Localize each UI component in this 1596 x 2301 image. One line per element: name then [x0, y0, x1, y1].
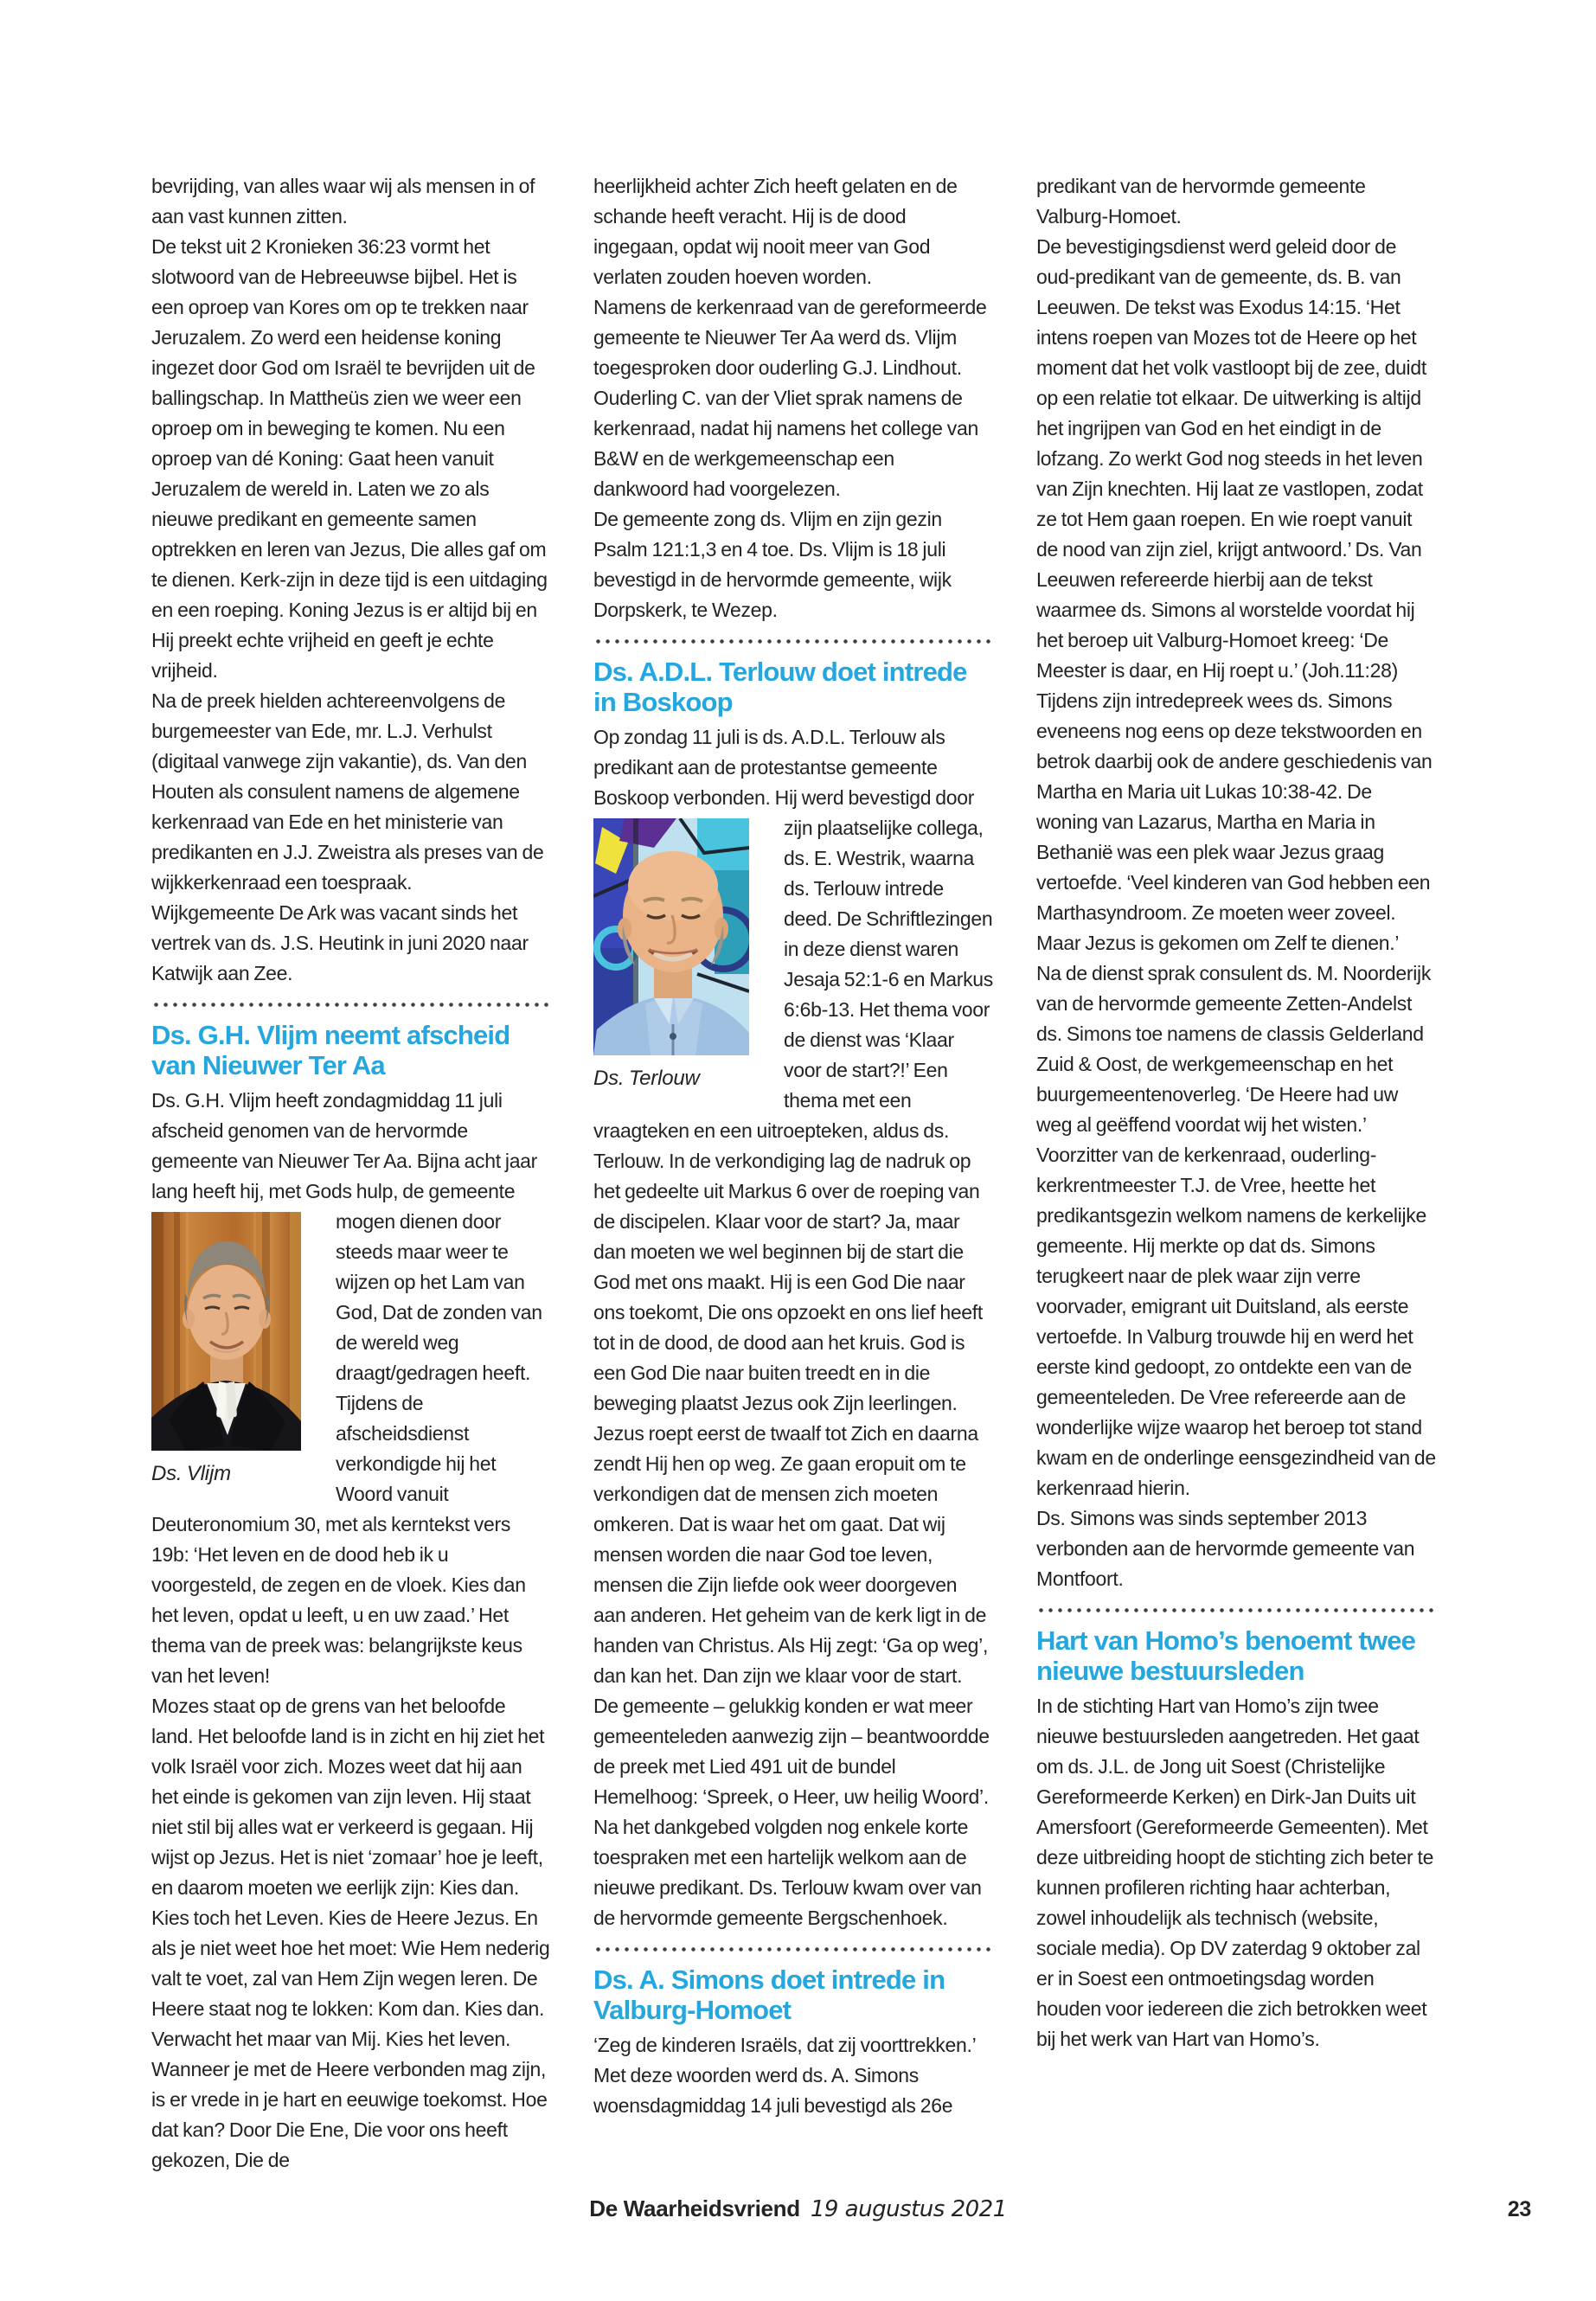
paragraph: De gemeente zong ds. Vlijm en zijn gezin Psalm 121:1,3 en 4 toe. Ds. Vlijm is 18 juli bevestigd in de hervormde gemeente, wijk Dorpskerk, te Wezep. — [593, 508, 952, 621]
paragraph: Ds. Simons was sinds september 2013 verbonden aan de hervormde gemeente van Montfoort. — [1036, 1507, 1415, 1590]
paragraph-text: plaatselijke collega, ds. E. Westrik, waarna ds. Terlouw intrede deed. De Schriftlezingen in deze dienst waren Jesaja 52:1-6 en Markus 6:6b-13. Het thema voor de dienst was ‘Klaar voor de start?!’ Een thema met een vraagteken en een uitroepteken, aldus ds. Terlouw. In de verkondiging lag de nadruk op het gedeelte uit Markus 6 over de roeping van de discipelen. Klaar voor de start? Ja, maar dan moeten we wel beginnen bij de start die God met ons maakt. Hij is een God Die naar ons toekomt, Die ons opzoekt en ons lief heeft tot in de dood, de dood aan het kruis. God is een God Die naar buiten treedt en in die beweging plaatst Jezus ook Zijn leerlingen. Jezus roept eerst de twaalf tot Zich en daarna zendt Hij hen op weg. Ze gaan eropuit om te verkondigen dat de mensen zich moeten omkeren. Dat is waar het om gaat. Dat wij mensen worden die naar God toe leven, mensen die Zijn liefde ook weer doorgeven aan anderen. Het geheim van de kerk ligt in de handen van Christus. Als Hij zegt: ‘Ga op weg’, dan kan het. Dan zijn we klaar voor de start. — [593, 817, 993, 1687]
dotted-separator — [1036, 1608, 1436, 1612]
article-heading-vlijm: Ds. G.H. Vlijm neemt afscheid van Nieuwer Ter Aa — [151, 1020, 510, 1080]
paragraph: Tijdens zijn intredepreek wees ds. Simons eveneens nog eens op deze tekstwoorden en betrok daarbij ook de andere geschiedenis van Martha en Maria uit Lukas 10:38-42. De woning van Lazarus, Martha en Maria in Bethanië was een plek waar Jezus graag vertoefde. ‘Veel kinderen van God hebben een Marthasyndroom. Ze moeten weer zoveel. Maar Jezus is gekomen om Zelf te dienen.’ — [1036, 689, 1433, 954]
paragraph-with-photo — [151, 1086, 551, 1691]
paragraph: De gemeente – gelukkig konden er wat meer gemeenteleden aanwezig zijn – beantwoordde de preek met Lied 491 uit de bundel Hemelhoog: ‘Spreek, o Heer, uw heilig Woord’. Na het dankgebed volgden nog enkele korte toespraken met een hartelijk welkom aan de nieuwe predikant. Ds. Terlouw kwam over van de hervormde gemeente Bergschenhoek. — [593, 1695, 990, 1929]
paragraph: Na de dienst sprak consulent ds. M. Noorderijk van de hervormde gemeente Zetten-Andelst ds. Simons toe namens de classis Gelderland Zuid & Oost, de werkgemeenschap en het buurgemeentenoverleg. ‘De Heere had uw weg al geëffend voordat wij het wisten.’ — [1036, 962, 1432, 1136]
paragraph: ‘Zeg de kinderen Israëls, dat zij voorttrekken.’ Met deze woorden werd ds. A. Simons woensdagmiddag 14 juli bevestigd als 26e — [593, 2034, 976, 2117]
page-footer — [0, 2195, 1596, 2222]
paragraph-text: Op zondag 11 juli is ds. A.D.L. Terlouw als predikant aan de protestantse gemeente Boskoop verbonden. Hij werd bevestigd door zijn — [593, 726, 975, 839]
paragraph-text: mogen dienen door steeds maar weer te wijzen op het Lam van God, Dat de zonden van de wereld weg draagt/gedragen heeft. Tijdens de afscheidsdienst verkondigde hij het Woord vanuit Deuteronomium 30, met als kerntekst vers 19b: ‘Het leven en de dood heb ik u voorgesteld, de zegen en de vloek. Kies dan het leven, opdat u leeft, u en uw zaad.’ Het thema van de preek was: belangrijkste keus van het leven! — [151, 1210, 542, 1687]
paragraph: Namens de kerkenraad van de gereformeerde gemeente te Nieuwer Ter Aa werd ds. Vlijm toegesproken door ouderling G.J. Lindhout. Ouderling C. van der Vliet sprak namens de kerkenraad, nadat hij namens het college van B&W en de werkgemeenschap een dankwoord had voorgelezen. — [593, 296, 987, 500]
photo-caption-vlijm: Ds. Vlijm — [151, 1462, 231, 1485]
paragraph: Na de preek hielden achtereenvolgens de burgemeester van Ede, mr. L.J. Verhulst (digitaal vanwege zijn vakantie), ds. Van den Houten als consulent namens de algemene kerkenraad van Ede en het ministerie van predikanten en J.J. Zweistra als preses van de wijkkerkenraad een toespraak. — [151, 689, 544, 894]
article-heading-simons: Ds. A. Simons doet intrede in Valburg-Homoet — [593, 1965, 945, 2025]
paragraph-with-photo — [593, 722, 993, 1691]
dotted-separator — [151, 1003, 551, 1007]
photo-ds-terlouw — [593, 818, 749, 1092]
paragraph: In de stichting Hart van Homo’s zijn twee nieuwe bestuursleden aangetreden. Het gaat om ds. J.L. de Jong uit Soest (Christelijke Gereformeerde Kerken) en Dirk-Jan Duits uit Amersfoort (Gereformeerde Gemeenten). Met deze uitbreiding hoopt de stichting zich beter te kunnen profileren richting haar achterban, zowel inhoudelijk als technisch (website, sociale media). Op DV zaterdag 9 oktober zal er in Soest een ontmoetingsdag worden houden voor iedereen die zich betrokken weet bij het werk van Hart van Homo’s. — [1036, 1695, 1434, 2050]
article-heading-terlouw: Ds. A.D.L. Terlouw doet intrede in Boskoop — [593, 657, 967, 717]
paragraph: De tekst uit 2 Kronieken 36:23 vormt het slotwoord van de Hebreeuwse bijbel. Het is een oproep van Kores om op te trekken naar Jeruzalem. Zo werd een heidense koning ingezet door God om Israël te bevrijden uit de ballingschap. In Mattheüs zien we weer een oproep om in beweging te komen. Nu een oproep van dé Koning: Gaat heen vanuit Jeruzalem de wereld in. Laten we zo als nieuwe predikant en gemeente samen optrekken en leren van Jezus, Die alles gaf om te dienen. Kerk-zijn in deze tijd is een uitdaging en een roeping. Koning Jezus is er altijd bij en Hij preekt echte vrijheid en geeft je echte vrijheid. — [151, 235, 548, 682]
paragraph-text: Ds. G.H. Vlijm heeft zondagmiddag 11 juli afscheid genomen van de hervormde gemeente van Nieuwer Ter Aa. Bijna acht jaar lang heeft hij, met Gods hulp, de gemeente — [151, 1089, 538, 1202]
paragraph: Voorzitter van de kerkenraad, ouderling-kerkrentmeester T.J. de Vree, heette het predikantsgezin welkom namens de kerkelijke gemeente. Hij merkte op dat ds. Simons terugkeert naar de plek waar zijn verre voorvader, emigrant uit Duitsland, als eerste vertoefde. In Valburg trouwde hij en werd het eerste kind gedoopt, zo ontdekte een van de gemeenteleden. De Vree refereerde aan de wonderlijke wijze waarop het beroep tot stand kwam en de onderlinge eensgezindheid van de kerkenraad hierin. — [1036, 1144, 1436, 1499]
column-2 — [593, 171, 993, 2121]
page-number: 23 — [1507, 2197, 1531, 2221]
dotted-separator — [593, 1947, 993, 1952]
paragraph: Mozes staat op de grens van het beloofde land. Het beloofde land is in zicht en hij ziet het volk Israël voor zich. Mozes weet dat hij aan het einde is gekomen van zijn leven. Hij staat niet stil bij alles wat er verkeerd is gegaan. Hij wijst op Jezus. Het is niet ‘zomaar’ hoe je leeft, en daarom moeten we eerlijk zijn: Kies dan. Kies toch het Leven. Kies de Heere Jezus. En als je niet weet hoe het moet: Wie Hem nederig valt te voet, zal van Hem Zijn wegen leren. De Heere staat nog te lokken: Kom dan. Kies dan. Verwacht het maar van Mij. Kies het leven. Wanneer je met de Heere verbonden mag zijn, is er vrede in je hart en eeuwige toekomst. Hoe dat kan? Door Die Ene, Die voor ons heeft gekozen, Die de — [151, 1695, 550, 2171]
article-heading-hart-van-homos: Hart van Homo’s benoemt twee nieuwe bestuursleden — [1036, 1625, 1416, 1686]
issue-date: 19 augustus 2021 — [810, 2196, 1007, 2222]
photo-ds-vlijm-image — [151, 1212, 301, 1451]
column-3 — [1036, 171, 1436, 2054]
paragraph: heerlijkheid achter Zich heeft gelaten en de schande heeft veracht. Hij is de dood ingegaan, opdat wij nooit meer van God verlaten zouden hoeven worden. — [593, 175, 958, 288]
paragraph: predikant van de hervormde gemeente Valburg-Homoet. — [1036, 175, 1366, 228]
photo-caption-terlouw: Ds. Terlouw — [593, 1067, 700, 1090]
paragraph: bevrijding, van alles waar wij als mensen in of aan vast kunnen zitten. — [151, 175, 535, 228]
paragraph: De bevestigingsdienst werd geleid door de oud-predikant van de gemeente, ds. B. van Leeuwen. De tekst was Exodus 14:15. ‘Het intens roepen van Mozes tot de Heere op het moment dat het volk vastloopt bij de zee, duidt op een relatie tot elkaar. De uitwerking is altijd het ingrijpen van God en het eindigt in de lofzang. Zo werkt God nog steeds in het leven van Zijn knechten. Hij laat ze vastlopen, zodat ze tot Hem gaan roepen. En wie roept vanuit de nood van zijn ziel, krijgt antwoord.’ Ds. Van Leeuwen refereerde hierbij aan de tekst waarmee ds. Simons al worstelde voordat hij het beroep uit Valburg-Homoet kreeg: ‘De Meester is daar, en Hij roept u.’ (Joh.11:28) — [1036, 235, 1426, 682]
magazine-name: De Waarheidsvriend — [589, 2195, 800, 2221]
photo-ds-terlouw-image — [593, 818, 749, 1055]
dotted-separator — [593, 639, 993, 644]
photo-ds-vlijm — [151, 1212, 301, 1487]
paragraph: Wijkgemeente De Ark was vacant sinds het vertrek van ds. J.S. Heutink in juni 2020 naar Katwijk aan Zee. — [151, 901, 529, 984]
column-1 — [151, 171, 551, 2176]
